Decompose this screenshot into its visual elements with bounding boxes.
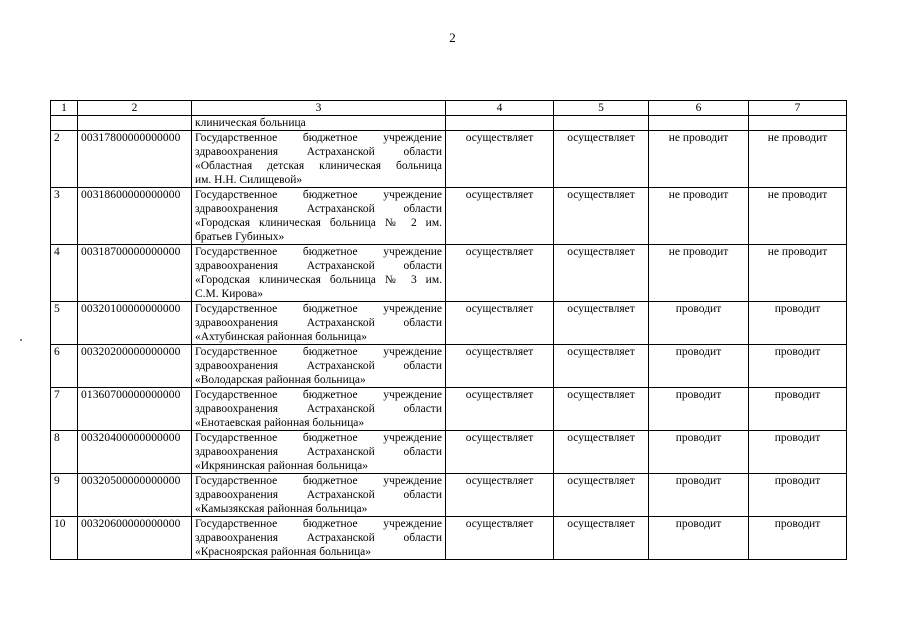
col6-value: не проводит [649, 131, 749, 188]
row-number: 7 [51, 388, 78, 431]
org-name-line: «Областная детская клиническая больница [195, 160, 442, 172]
row-number: 3 [51, 188, 78, 245]
col5-value: осуществляет [554, 131, 649, 188]
scan-speck [20, 339, 22, 341]
org-name-line: здравоохранения Астраханской области [195, 360, 442, 372]
table-row [51, 474, 847, 517]
org-name-line: Государственное бюджетное учреждение [195, 246, 442, 258]
col4-value: осуществляет [446, 431, 554, 474]
org-name-line: здравоохранения Астраханской области [195, 146, 442, 158]
header-cell: 1 [51, 101, 78, 116]
table-row [51, 388, 847, 431]
col7-value: не проводит [749, 245, 847, 302]
org-code: 00318700000000000 [78, 245, 192, 302]
col4-value: осуществляет [446, 474, 554, 517]
org-name-line: Государственное бюджетное учреждение [195, 518, 442, 530]
table-row [51, 431, 847, 474]
col7-value: не проводит [749, 131, 847, 188]
row-number: 6 [51, 345, 78, 388]
table-row [51, 245, 847, 302]
table-row [51, 188, 847, 245]
org-name-line: «Володарская районная больница» [195, 374, 366, 386]
org-code: 00317800000000000 [78, 131, 192, 188]
table-row [51, 517, 847, 560]
org-name-line: «Енотаевская районная больница» [195, 417, 365, 429]
header-cell: 2 [78, 101, 192, 116]
continuation-row [51, 116, 847, 131]
org-name-line: «Икрянинская районная больница» [195, 460, 369, 472]
org-name-line: здравоохранения Астраханской области [195, 403, 442, 415]
header-cell: 7 [749, 101, 847, 116]
col5-value: осуществляет [554, 188, 649, 245]
org-name-line: «Камызякская районная больница» [195, 503, 368, 515]
table-cell [749, 116, 847, 131]
row-number: 5 [51, 302, 78, 345]
table-row [51, 302, 847, 345]
header-cell: 4 [446, 101, 554, 116]
col7-value: не проводит [749, 188, 847, 245]
col4-value: осуществляет [446, 188, 554, 245]
org-name-line: Государственное бюджетное учреждение [195, 475, 442, 487]
row-number: 2 [51, 131, 78, 188]
org-name-line: «Городская клиническая больница № 3 им. [195, 274, 442, 286]
org-code: 00320500000000000 [78, 474, 192, 517]
org-name-line: Государственное бюджетное учреждение [195, 303, 442, 315]
col4-value: осуществляет [446, 245, 554, 302]
org-name [192, 517, 446, 560]
org-name-line: С.М. Кирова» [195, 288, 263, 300]
continuation-text: клиническая больница [192, 116, 446, 131]
org-name-line: Государственное бюджетное учреждение [195, 132, 442, 144]
org-code: 00320400000000000 [78, 431, 192, 474]
col5-value: осуществляет [554, 517, 649, 560]
col5-value: осуществляет [554, 345, 649, 388]
org-name-line: здравоохранения Астраханской области [195, 532, 442, 544]
org-name [192, 302, 446, 345]
row-number: 9 [51, 474, 78, 517]
org-name-line: им. Н.Н. Силищевой» [195, 174, 303, 186]
organizations-table [50, 100, 847, 560]
col5-value: осуществляет [554, 474, 649, 517]
header-cell: 3 [192, 101, 446, 116]
org-name-line: здравоохранения Астраханской области [195, 446, 442, 458]
col6-value: не проводит [649, 188, 749, 245]
org-name-line: «Ахтубинская районная больница» [195, 331, 368, 343]
table-cell [554, 116, 649, 131]
row-number: 8 [51, 431, 78, 474]
table-cell [78, 116, 192, 131]
col6-value: проводит [649, 388, 749, 431]
org-name-line: здравоохранения Астраханской области [195, 260, 442, 272]
row-number: 4 [51, 245, 78, 302]
org-code: 00320600000000000 [78, 517, 192, 560]
col7-value: проводит [749, 517, 847, 560]
header-row [51, 101, 847, 116]
col7-value: проводит [749, 431, 847, 474]
col5-value: осуществляет [554, 245, 649, 302]
col4-value: осуществляет [446, 388, 554, 431]
org-name [192, 388, 446, 431]
col7-value: проводит [749, 474, 847, 517]
org-code: 01360700000000000 [78, 388, 192, 431]
org-name-line: Государственное бюджетное учреждение [195, 189, 442, 201]
header-cell: 5 [554, 101, 649, 116]
org-name-line: «Городская клиническая больница № 2 им. [195, 217, 442, 229]
org-name [192, 474, 446, 517]
table-cell [446, 116, 554, 131]
org-name-line: Государственное бюджетное учреждение [195, 389, 442, 401]
org-name [192, 431, 446, 474]
col7-value: проводит [749, 345, 847, 388]
table-cell [51, 116, 78, 131]
page-number: 2 [449, 30, 456, 45]
row-number: 10 [51, 517, 78, 560]
table-row [51, 345, 847, 388]
table-cell [649, 116, 749, 131]
col4-value: осуществляет [446, 345, 554, 388]
col6-value: не проводит [649, 245, 749, 302]
org-name-line: «Красноярская районная больница» [195, 546, 371, 558]
org-name [192, 131, 446, 188]
table-row [51, 131, 847, 188]
org-code: 00318600000000000 [78, 188, 192, 245]
org-name-line: Государственное бюджетное учреждение [195, 432, 442, 444]
org-name [192, 345, 446, 388]
org-name-line: здравоохранения Астраханской области [195, 203, 442, 215]
col4-value: осуществляет [446, 131, 554, 188]
col4-value: осуществляет [446, 517, 554, 560]
col6-value: проводит [649, 345, 749, 388]
org-name-line: Государственное бюджетное учреждение [195, 346, 442, 358]
col6-value: проводит [649, 302, 749, 345]
col6-value: проводит [649, 474, 749, 517]
col6-value: проводит [649, 431, 749, 474]
org-name [192, 188, 446, 245]
col4-value: осуществляет [446, 302, 554, 345]
col5-value: осуществляет [554, 431, 649, 474]
org-name-line: здравоохранения Астраханской области [195, 489, 442, 501]
org-name-line: здравоохранения Астраханской области [195, 317, 442, 329]
org-name [192, 245, 446, 302]
col5-value: осуществляет [554, 302, 649, 345]
org-code: 00320100000000000 [78, 302, 192, 345]
col5-value: осуществляет [554, 388, 649, 431]
col7-value: проводит [749, 302, 847, 345]
col7-value: проводит [749, 388, 847, 431]
org-code: 00320200000000000 [78, 345, 192, 388]
col6-value: проводит [649, 517, 749, 560]
header-cell: 6 [649, 101, 749, 116]
org-name-line: братьев Губиных» [195, 231, 285, 243]
